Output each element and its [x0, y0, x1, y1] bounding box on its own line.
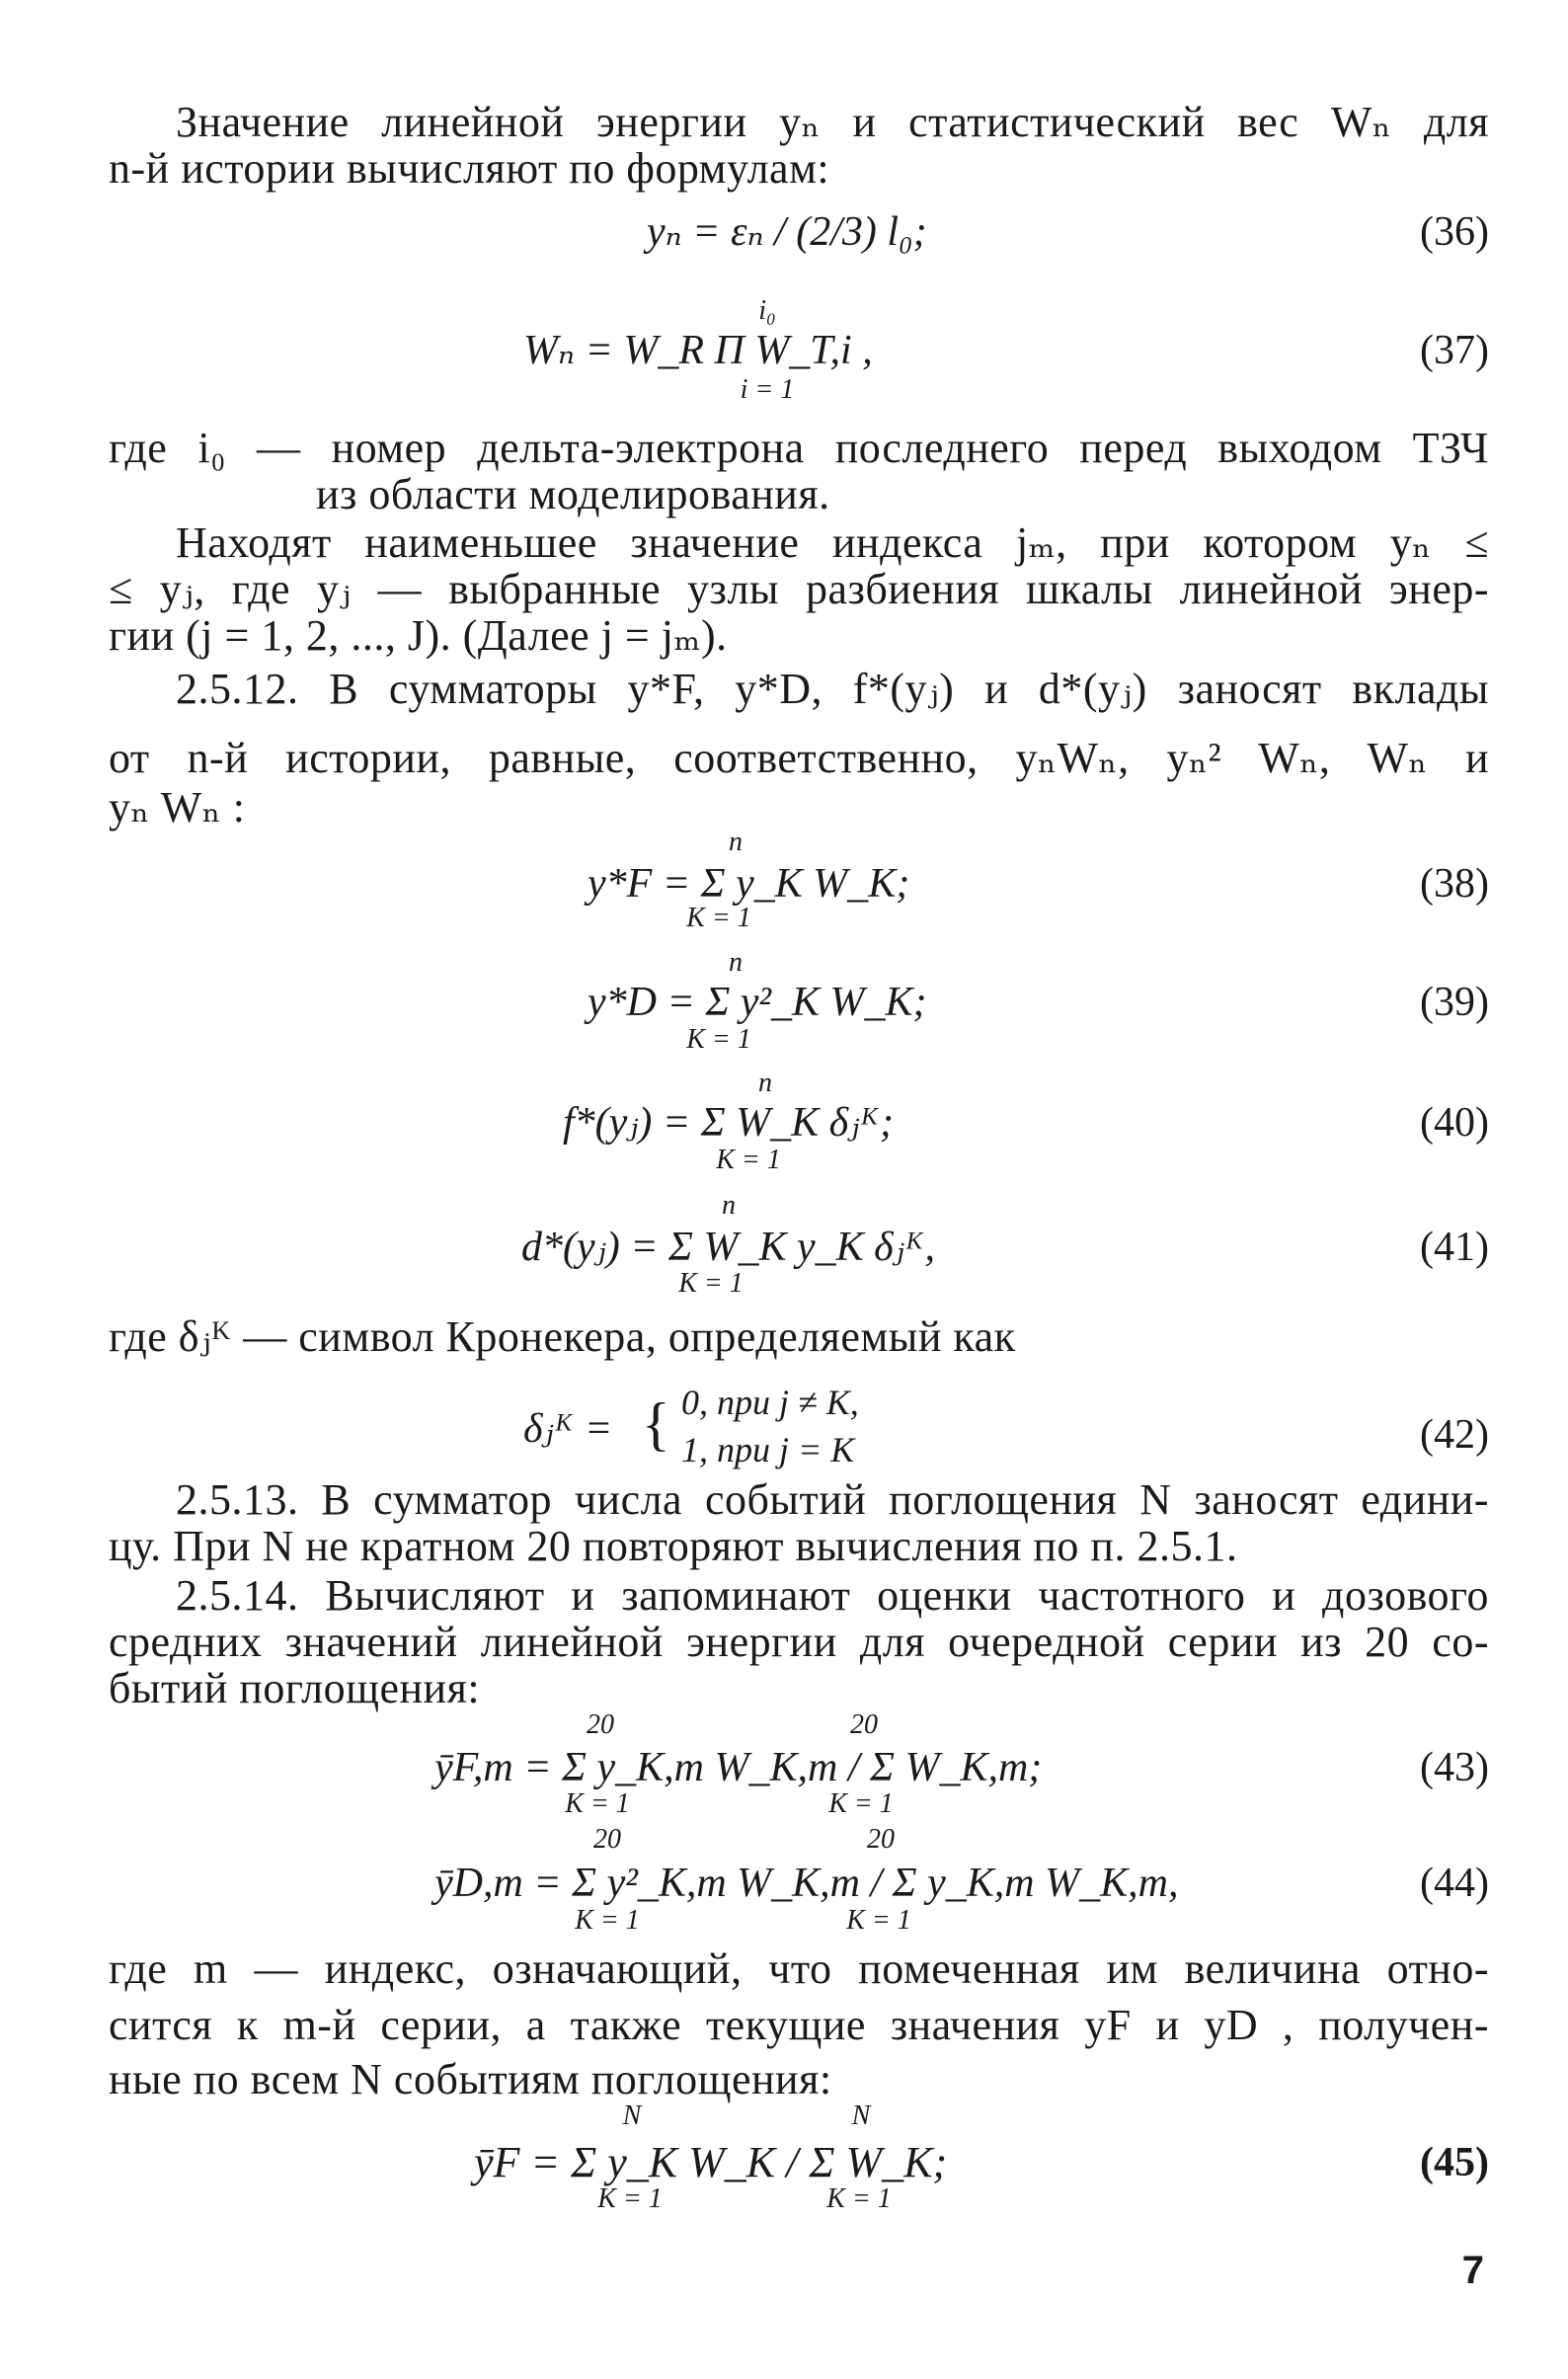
sum-upper-limit: 20	[867, 1824, 895, 1855]
sum-lower-limit: K = 1	[565, 1788, 630, 1819]
formula-37: Wₙ = W_R Π W_T,i ,	[523, 328, 873, 373]
text-line: 2.5.12. В сумматоры y*F, y*D, f*(yⱼ) и d*(yⱼ) заносят вклады	[176, 665, 1489, 713]
sum-upper-limit: 20	[593, 1824, 621, 1855]
equation-number: (43)	[1420, 1745, 1489, 1790]
formula-43: ȳF,m = Σ y_K,m W_K,m / Σ W_K,m;	[434, 1745, 1043, 1790]
text-line: ≤ yⱼ, где yⱼ — выбранные узлы разбиения шкалы линейной энер-	[109, 565, 1489, 613]
formula-36: yₙ = εₙ / (2/3) l₀;	[647, 209, 927, 255]
equation-number: (41)	[1420, 1225, 1489, 1270]
equation-number: (38)	[1420, 861, 1489, 907]
equation-number: (45)	[1420, 2140, 1489, 2185]
sum-upper-limit: 20	[850, 1709, 878, 1740]
equation-number: (40)	[1420, 1100, 1489, 1146]
formula-41: d*(yⱼ) = Σ W_K y_K δⱼᴷ,	[521, 1225, 935, 1270]
text-line: Значение линейной энергии yₙ и статистический вес Wₙ для	[176, 98, 1489, 146]
sum-lower-limit: K = 1	[686, 1024, 751, 1055]
sum-lower-limit: K = 1	[828, 1788, 894, 1819]
equation-number: (37)	[1420, 328, 1489, 373]
text-line: ные по всем N событиям поглощения:	[109, 2055, 832, 2103]
text-line: n-й истории вычисляют по формулам:	[109, 144, 830, 193]
equation-number: (36)	[1420, 209, 1489, 255]
equation-number: (44)	[1420, 1861, 1489, 1906]
text-line: сится к m-й серии, а также текущие значения yF и yD , получен-	[109, 2001, 1489, 2049]
text-line: средних значений линейной энергии для очередной серии из 20 со-	[109, 1618, 1489, 1666]
page-number: 7	[1461, 2249, 1484, 2292]
formula-38: y*F = Σ y_K W_K;	[588, 861, 910, 907]
text-line: бытий поглощения:	[109, 1664, 481, 1712]
text-line: где m — индекс, означающий, что помеченная им величина отно-	[109, 1944, 1489, 1993]
text-line: Находят наименьшее значение индекса jₘ, при котором yₙ ≤	[176, 518, 1489, 567]
formula-40: f*(yⱼ) = Σ W_K δⱼᴷ;	[563, 1100, 894, 1146]
text-line: цу. При N не кратном 20 повторяют вычисления по п. 2.5.1.	[109, 1522, 1238, 1570]
formula-39: y*D = Σ y²_K W_K;	[588, 980, 927, 1025]
text-line: 2.5.13. В сумматор числа событий поглощения N заносят едини-	[176, 1475, 1489, 1524]
formula-44: ȳD,m = Σ y²_K,m W_K,m / Σ y_K,m W_K,m,	[434, 1861, 1179, 1906]
sum-upper-limit: N	[851, 2101, 871, 2131]
formula-42-case-2: 1, при j = K	[681, 1430, 855, 1469]
text-line: гии (j = 1, 2, ..., J). (Далее j = jₘ).	[109, 611, 728, 660]
sum-upper-limit: n	[758, 1068, 772, 1098]
sum-upper-limit: n	[722, 1190, 736, 1221]
formula-42-lhs: δⱼᴷ =	[523, 1406, 613, 1452]
left-brace: {	[642, 1391, 670, 1457]
text-line: где i₀ — номер дельта-электрона последнего перед выходом ТЗЧ	[109, 424, 1489, 472]
text-line: где δⱼᴷ — символ Кронекера, определяемый как	[109, 1312, 1016, 1361]
equation-number: (39)	[1420, 980, 1489, 1025]
formula-45: ȳF = Σ y_K W_K / Σ W_K;	[474, 2138, 948, 2186]
sum-lower-limit: K = 1	[686, 903, 751, 933]
sum-upper-limit: N	[622, 2101, 642, 2131]
sum-lower-limit: K = 1	[846, 1905, 911, 1936]
formula-42-case-1: 0, при j ≠ K,	[681, 1383, 859, 1422]
product-upper-limit: i₀	[758, 295, 776, 326]
text-line: из области моделирования.	[316, 470, 830, 518]
text-line: yₙ Wₙ :	[109, 783, 246, 832]
sum-upper-limit: n	[729, 947, 743, 978]
text-line: 2.5.14. Вычисляют и запоминают оценки частотного и дозового	[176, 1571, 1489, 1620]
sum-lower-limit: K = 1	[716, 1145, 781, 1175]
sum-lower-limit: K = 1	[678, 1268, 744, 1299]
text-line: от n-й истории, равные, соответственно, yₙWₙ, yₙ² Wₙ, Wₙ и	[109, 734, 1489, 782]
sum-upper-limit: 20	[587, 1709, 614, 1740]
equation-number: (42)	[1420, 1412, 1489, 1458]
sum-lower-limit: K = 1	[575, 1905, 640, 1936]
sum-upper-limit: n	[729, 827, 743, 857]
product-lower-limit: i = 1	[740, 374, 795, 405]
sum-lower-limit: K = 1	[826, 2183, 892, 2214]
sum-lower-limit: K = 1	[597, 2183, 663, 2214]
